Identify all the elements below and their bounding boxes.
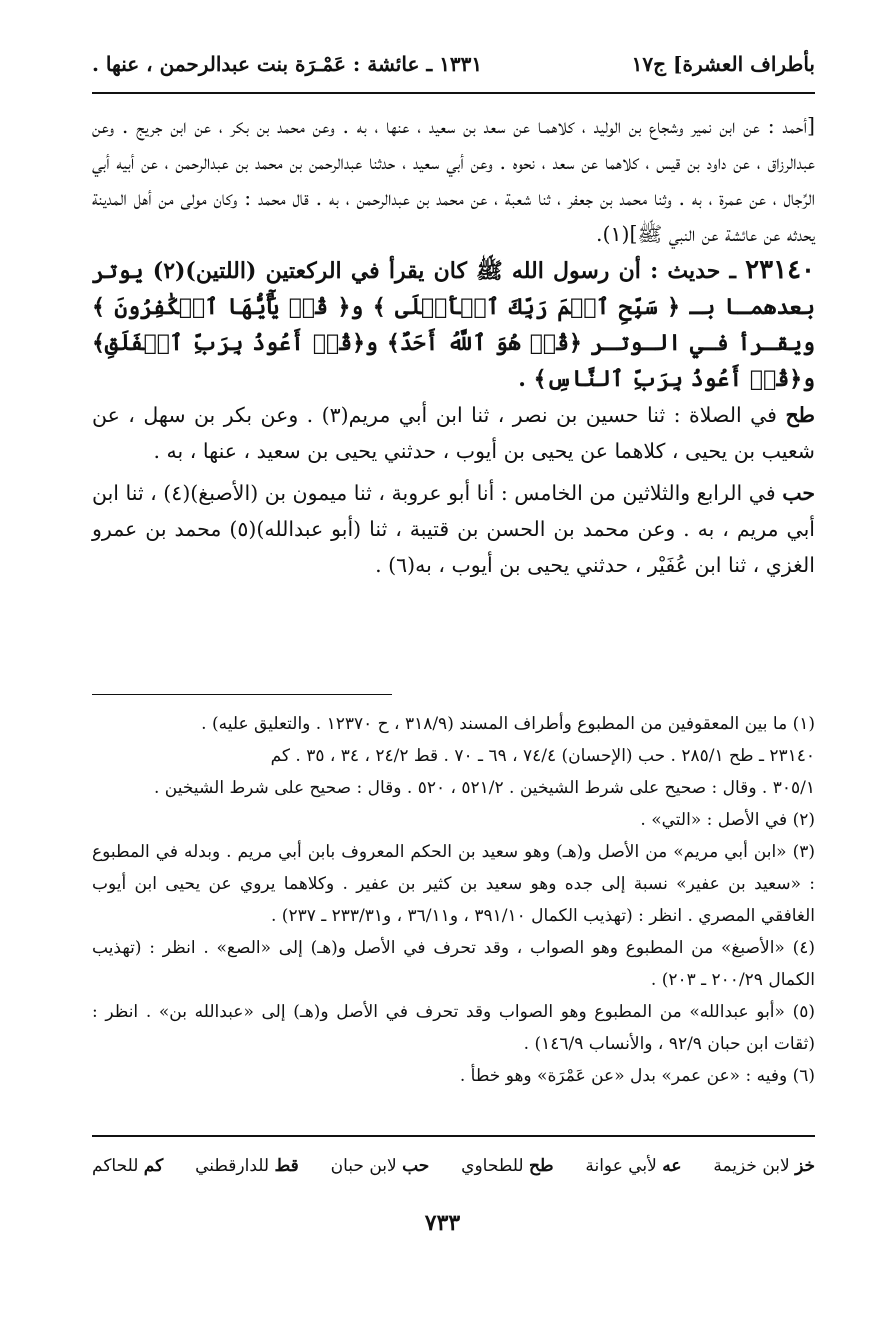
ahmad-paragraph: [أحمد : عن ابن نمير وشجاع بن الوليد ، كلاهمـا عن سعد بن سعيد ، عنها ، به . وعن محمد بن بكر ، عن ابن جريج . وعن عبدالرزاق ، عن داود بن قيس ، كلاهما عن سعد ، نحوه . وعن أبي سعيد ، حدثنا عبدالرحمن بن محمد بن عبدالرحمن ، عن أبيه أبي الرِّجال ، عن عمرة ، به . وثنا محمد بن جعفر ، ثنا شعبة ، عن محمد بن عبدالرحمن ، به . قال محمد : وكان مولى من أهل المدينة يحدثه عن عائشة عن النبي ﷺ](١).	[92, 114, 815, 246]
footnote-1: (١) ما بين المعقوفين من المطبوع وأطراف المسند (٣١٨/٩ ، ح ١٢٣٧٠ . والتعليق عليه) .	[201, 714, 815, 734]
header-rule	[92, 92, 815, 94]
tahawi-siglum: طح	[785, 403, 815, 427]
footnote-2: (٢) في الأصل : «التي» .	[640, 810, 815, 830]
footnote-separator	[92, 694, 392, 695]
tahawi-paragraph	[92, 397, 815, 469]
page-header	[92, 44, 815, 84]
ibn-hibban-text: في الرابع والثلاثين من الخامس : أنا أبو عروبة ، ثنا ميمون بن (الأصبغ)(٤) ، ثنا ابن أبي مريم ، به . وعن محمد بن الحسن بن قتيبة ، ثنا (أبو عبدالله)(٥) محمد بن عمرو الغزي ، ثنا ابن عُفَيْر ، حدثني يحيى بن أيوب ، به(٦) .	[91, 481, 815, 577]
abbreviation-item: كم للحاكم	[92, 1156, 164, 1176]
hadith-text: ـ حديث : أن رسول الله ﷺ كان يقرأ في الركعتين (اللتين)(٢) يوتر بعدهمـا بـ ﴿ سَبِّحِ ٱسۡمَ رَبِّكَ ٱلۡأَعۡلَى ﴾ و﴿ قُلۡ يَٰٓأَيُّهَا ٱلۡكَٰفِرُونَ ﴾ ويقـرأ فـي الـوتـر ﴿قُلۡ هُوَ ٱللَّهُ أَحَدٌ﴾ و﴿قُلۡ أَعُوذُ بِرَبِّ ٱلۡفَلَقِ﴾ و﴿قُلۡ أَعُوذُ بِرَبِّ ٱلنَّاسِ﴾ .	[92, 258, 815, 392]
hadith-entry	[92, 252, 815, 397]
abbreviations-rule	[92, 1135, 815, 1137]
hadith-number: ٢٣١٤٠	[745, 255, 815, 285]
abbreviation-item: حب لابن حبان	[330, 1156, 430, 1176]
book-title: بأطراف العشرة] ج١٧	[631, 52, 815, 76]
abbreviations-key	[92, 1150, 815, 1182]
footnote-5: (٥) «أبو عبدالله» من المطبوع وهو الصواب وقد تحرف في الأصل و(هـ) إلى «عبدالله بن» . انظر : (ثقات ابن حبان ٩٢/٩ ، والأنساب ١٤٦/٩) .	[92, 1002, 815, 1054]
abbreviation-item: خز لابن خزيمة	[713, 1156, 815, 1176]
abbreviation-item: طح للطحاوي	[461, 1156, 554, 1176]
abbreviation-item: عه لأبي عوانة	[585, 1156, 682, 1176]
footnote-6: (٦) وفيه : «عن عمر» بدل «عن عَمْرَة» وهو خطأ .	[459, 1066, 815, 1086]
abbreviation-item: قط للدارقطني	[195, 1156, 299, 1176]
ibn-hibban-paragraph	[92, 475, 815, 583]
page-number: ٧٣٣	[424, 1210, 461, 1236]
running-title: ١٣٣١ ـ عائشة : عَمْـرَة بنت عبدالرحمن ، عنها .	[92, 52, 483, 76]
footnotes	[92, 708, 815, 1092]
tahawi-text: في الصلاة : ثنا حسين بن نصر ، ثنا ابن أبي مريم(٣) . وعن بكر بن سهل ، عن شعيب بن يحيى ، كلاهما عن يحيى بن أيوب ، حدثني يحيى بن سعيد ، عنها ، به .	[92, 403, 815, 463]
source-line-2: ٣٠٥/١ . وقال : صحيح على شرط الشيخين . ٥٢١/٢ ، ٥٢٠ . وقال : صحيح على شرط الشيخين .	[154, 778, 815, 798]
ibn-hibban-siglum: حب	[782, 481, 815, 505]
footnote-4: (٤) «الأصبغ» من المطبوع وهو الصواب ، وقد تحرف في الأصل و(هـ) إلى «الصع» . انظر : (تهذيب الكمال ٢٠٠/٢٩ ـ ٢٠٣) .	[92, 938, 815, 990]
main-text	[92, 108, 815, 583]
source-line-1: ٢٣١٤٠ ـ طح ٢٨٥/١ . حب (الإحسان) ٧٤/٤ ، ٦٩ ـ ٧٠ . قط ٢٤/٢ ، ٣٤ ، ٣٥ . كم	[270, 746, 815, 766]
footnote-3: (٣) «ابن أبي مريم» من الأصل و(هـ) وهو سعيد بن الحكم المعروف بابن أبي مريم . وبدله في المطبوع : «سعيد بن عفير» نسبة إلى جده وهو سعيد بن كثير بن عفير . وكلاهما يروي عن يحيى ابن أيوب الغافقي المصري . انظر : (تهذيب الكمال ٣٩١/١٠ ، و٣٦/١١ ، و٢٣٣/٣١ ـ ٢٣٧) .	[92, 842, 815, 926]
